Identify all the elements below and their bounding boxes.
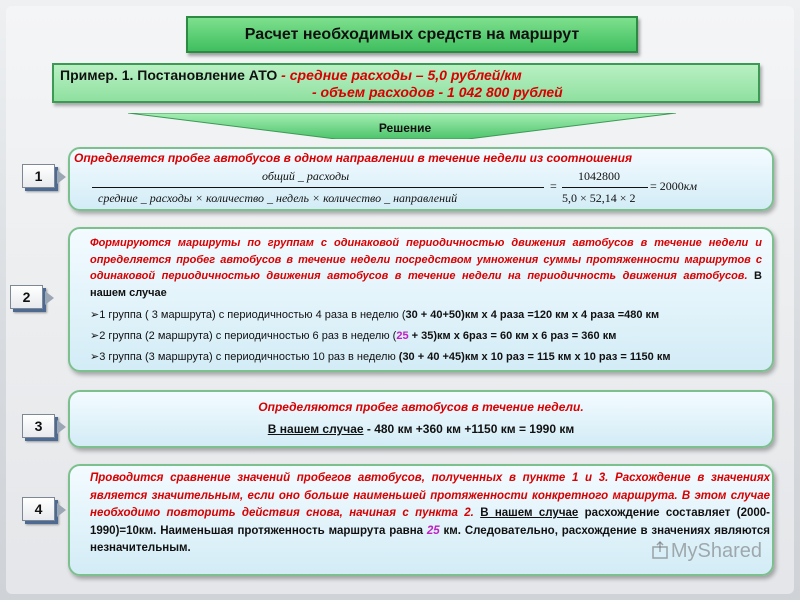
- step-4-highlight: 25: [426, 524, 440, 537]
- step-3-sum: - 480 км +360 км +1150 км = 1990 км: [363, 422, 575, 436]
- example-total-cost: - объем расходов - 1 042 800 рублей: [312, 84, 563, 100]
- group-3-text: 3 группа (3 маршрута) с периодичностью 10 раз в неделю: [99, 351, 399, 363]
- example-box: [52, 63, 760, 103]
- share-logo-icon: [652, 541, 668, 559]
- step-2-case-label: В нашем случае: [90, 270, 762, 299]
- formula-denominator-value: 5,0 × 52,14 × 2: [562, 191, 636, 205]
- step-3-case-label: В нашем случае: [267, 422, 364, 436]
- formula-value-fraction-bar: [562, 187, 648, 188]
- group-2-item: [90, 329, 616, 342]
- step-4-case-label: В нашем случае: [480, 507, 579, 519]
- watermark: [652, 540, 762, 563]
- step-1-lead: Определяется пробег автобусов в одном направлении в течение недели из соотношения: [74, 151, 633, 165]
- step-1-box: [68, 147, 774, 211]
- step-3-box: [68, 390, 774, 448]
- mileage-formula: [92, 169, 732, 209]
- watermark-text: MyShared: [670, 540, 762, 562]
- formula-result-value: = 2000: [650, 179, 684, 193]
- step-2-badge: 2: [10, 285, 43, 309]
- example-dash: -: [277, 67, 290, 83]
- formula-result: [650, 179, 697, 194]
- group-1-item: [90, 308, 659, 321]
- group-1-calc: 30 + 40+50)км х 4 раза =120 км х 4 раза =480 км: [405, 309, 660, 321]
- step-4-red-text: Проводится сравнение значений пробегов автобусов, полученных в пункте 1 и 3. Расхождение в значениях является значительным, если оно больше наименьшей протяженности конкретного маршрута. В этом случае необходимо повторить действия снова, начиная с пункта 2.: [90, 472, 770, 519]
- group-3-item: [90, 350, 670, 363]
- example-prefix: Пример. 1. Постановление АТО: [60, 67, 278, 83]
- step-2-description: [90, 235, 762, 301]
- bullet-arrow-icon: ➢: [90, 309, 100, 321]
- step-4-badge: 4: [22, 497, 55, 521]
- bullet-arrow-icon: ➢: [90, 351, 100, 363]
- step-3-lead: Определяются пробег автобусов в течение недели.: [258, 400, 584, 414]
- group-2-highlight: 25: [396, 330, 409, 342]
- example-line-1: [60, 67, 758, 84]
- group-3-calc: (30 + 40 +45)км х 10 раз = 115 км х 10 раз = 1150 км: [398, 351, 671, 363]
- example-avg-cost: средние расходы – 5,0 рублей/км: [289, 67, 522, 83]
- formula-equals: =: [550, 179, 557, 193]
- step-2-text: Формируются маршруты по группам с одинаковой периодичностью движения автобусов в течение недели и определяется пробег автобусов в течение недели посредством умножения суммы протяженности маршрутов с одинаковой периодичностью движения автобусов в течение недели на периодичность движения автобусов.: [90, 237, 762, 282]
- step-2-box: [68, 227, 774, 372]
- formula-numerator-value: 1042800: [578, 169, 620, 183]
- solution-label: Решение: [378, 121, 432, 135]
- step-4-text-1: расхождение составляет (2000-1990)=10км. Наименьшая протяженность маршрута равна: [90, 507, 770, 537]
- group-2-calc: + 35)км х 6раз = 60 км х 6 раз = 360 км: [408, 330, 617, 342]
- bullet-arrow-icon: ➢: [90, 330, 100, 342]
- step-3-result: [70, 422, 772, 436]
- formula-fraction-bar: [92, 187, 544, 188]
- group-2-text: 2 группа (2 маршрута) с периодичностью 6 раз в неделю (: [99, 330, 397, 342]
- group-1-text: 1 группа ( 3 маршрута) с периодичностью 4 раза в неделю (: [99, 309, 406, 321]
- formula-numerator: общий _ расходы: [262, 169, 350, 183]
- formula-denominator: средние _ расходы × количество _ недель × количество _ направлений: [98, 191, 458, 205]
- formula-result-unit: км: [683, 179, 698, 193]
- step-1-badge: 1: [22, 164, 55, 188]
- slide-title: Расчет необходимых средств на маршрут: [186, 16, 638, 53]
- step-3-badge: 3: [22, 414, 55, 438]
- step-4-text-2: км. Следовательно, расхождение в значениях являются незначительным.: [90, 524, 770, 554]
